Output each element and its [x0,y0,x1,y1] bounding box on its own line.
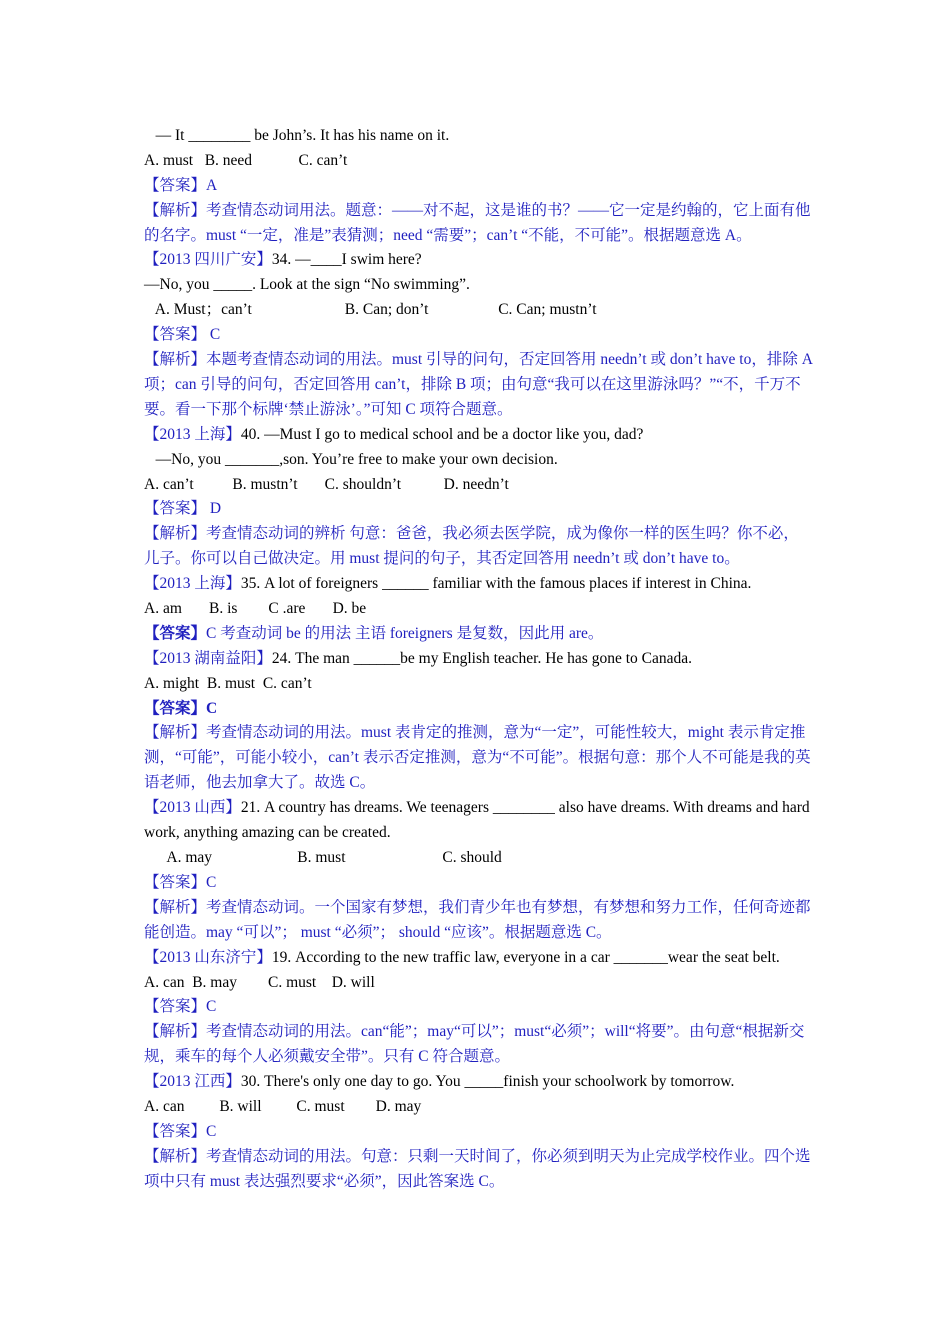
question-text: 40. —Must I go to medical school and be a doctor like you, dad? [240,425,644,443]
question-stem-continued: —No, you _______,son. You’re free to make your own decision. [144,450,558,468]
analysis-paragraph: 【解析】考查情态动词的用法。must 表肯定的推测，意为“一定”，可能性较大，might 表示肯定推测，“可能”，可能小较小，can’t 表示否定推测，意为“不可能”。根据句意：那个人不可能是我的英语老师，他去加拿大了。故选 C。 [144,724,811,792]
answer-line: 【答案】C [144,699,218,717]
question-options: A. can B. will C. must D. may [144,1098,422,1115]
question-stem: — It ________ be John’s. It has his name on it. [144,127,450,144]
analysis-paragraph: 【解析】考查情态动词。一个国家有梦想，我们青少年也有梦想，有梦想和努力工作，任何奇迹都能创造。may “可以”； must “必须”； should “应该”。根据题意选 C。 [144,898,811,941]
answer-line: 【答案】A [144,176,218,194]
question-text: 34. —____I swim here? [271,251,422,269]
question-stem [144,572,814,597]
question-options: A. am B. is C .are D. be [144,600,367,618]
analysis-paragraph: 【解析】考查情态动词的用法。句意：只剩一天时间了，你必须到明天为止完成学校作业。四个选项中只有 must 表达强烈要求“必须”，因此答案选 C。 [144,1147,811,1190]
analysis-paragraph: 【解析】考查情态动词的用法。can“能”；may“可以”；must“必须”；will“将要”。由句意“根据新交规，乘车的每个人必须戴安全带”。只有 C 符合题意。 [144,1023,805,1066]
answer-line [144,622,814,647]
question-options: A. can’t B. mustn’t C. shouldn’t D. needn’t [144,475,509,493]
question-source: 【2013 山西】 [144,799,241,817]
question-stem [144,248,814,273]
analysis-paragraph: 【解析】考查情态动词用法。题意：——对不起，这是谁的书？——它一定是约翰的，它上面有他的名字。must “一定，准是”表猜测；need “需要”；can’t “不能，不可能”。根据题意选 A。 [144,201,811,244]
answer-line: 【答案】 D [144,500,222,518]
question-text: 21. A country has dreams. We teenagers ________ also have dreams. With dreams and hard work, anything amazing can be created. [144,799,810,842]
question-options: A. may B. must C. should [144,849,502,867]
analysis-paragraph: 【解析】考查情态动词的辨析 句意：爸爸，我必须去医学院，成为像你一样的医生吗？你不必，儿子。你可以自己做决定。用 must 提问的句子，其否定回答用 needn’t 或 don’t have to。 [144,525,799,568]
question-stem [144,1070,814,1095]
analysis-paragraph: 【解析】本题考查情态动词的用法。must 引导的问句，否定回答用 needn’t 或 don’t have to，排除 A 项；can 引导的问句，否定回答用 can’t，排除 B 项；由句意“我可以在这里游泳吗？”“不，千万不要。看一下那个标牌‘禁止游泳’。”可知 C 项符合题意。 [144,351,813,418]
answer-label: 【答案】 [144,624,207,642]
question-options: A. can B. may C. must D. will [144,973,375,991]
question-source: 【2013 上海】 [144,575,241,593]
question-text: 30. There's only one day to go. You _____finish your schoolwork by tomorrow. [240,1073,735,1091]
question-stem [144,423,814,448]
question-source: 【2013 湖南益阳】 [144,649,272,667]
question-stem [144,647,814,672]
question-options: A. Must；can’t B. Can; don’t C. Can; mustn’t [144,301,597,319]
question-source: 【2013 江西】 [144,1073,241,1091]
answer-line: 【答案】 C [144,326,221,344]
question-options: A. must B. need C. can’t [144,151,348,169]
question-text: 19. According to the new traffic law, everyone in a car _______wear the seat belt. [271,948,780,966]
question-text: 35. A lot of foreigners ______ familiar with the famous places if interest in China. [240,575,752,593]
document-page [144,124,814,1195]
answer-text: C 考查动词 be 的用法 主语 foreigners 是复数，因此用 are。 [206,624,604,642]
question-source: 【2013 四川广安】 [144,251,272,269]
question-stem-continued: —No, you _____. Look at the sign “No swimming”. [144,276,470,294]
question-text: 24. The man ______be my English teacher. He has gone to Canada. [271,649,693,667]
question-source: 【2013 上海】 [144,425,241,443]
question-stem [144,796,814,846]
question-stem [144,946,814,971]
answer-line: 【答案】C [144,998,217,1016]
answer-line: 【答案】C [144,873,217,891]
answer-line: 【答案】C [144,1122,217,1140]
question-source: 【2013 山东济宁】 [144,948,272,966]
question-options: A. might B. must C. can’t [144,674,312,692]
